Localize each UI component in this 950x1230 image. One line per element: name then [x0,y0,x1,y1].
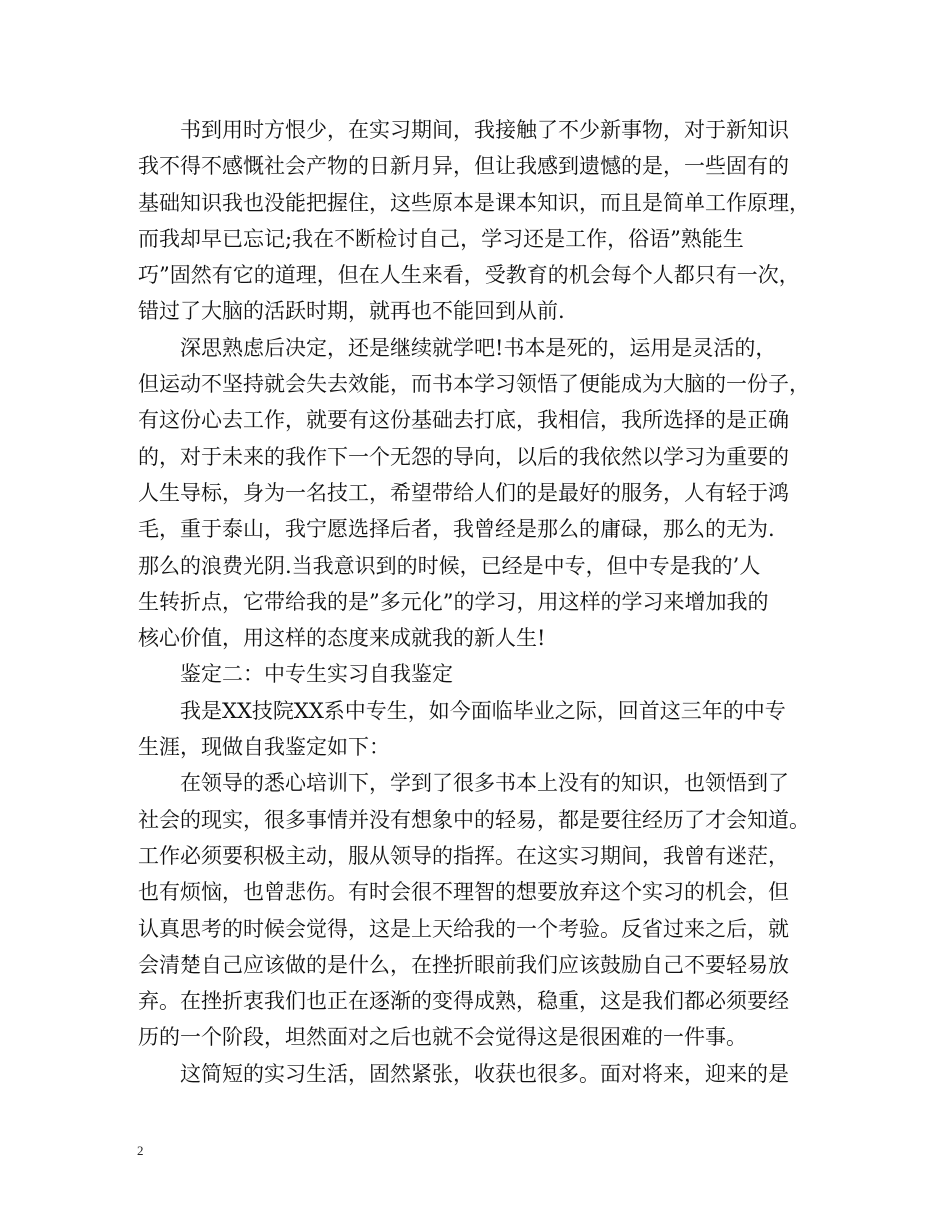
text-line: 会清楚自己应该做的是什么，在挫折眼前我们应该鼓励自己不要轻易放 [138,952,789,977]
text-line: 我不得不感慨社会产物的日新月异，但让我感到遗憾的是，一些固有的 [138,154,789,179]
text-line: 工作必须要积极主动，服从领导的指挥。在这实习期间，我曾有迷茫， [138,843,789,868]
text-line: 历的一个阶段，坦然面对之后也就不会觉得这是很困难的一件事。 [138,1025,747,1050]
text-line: 人生导标，身为一名技工，希望带给人们的是最好的服务，人有轻于鸿 [138,480,789,505]
text-line: 社会的现实，很多事情并没有想象中的轻易，都是要往经历了才会知道。 [138,807,810,832]
text-line: 的，对于未来的我作下一个无怨的导向，以后的我依然以学习为重要的 [138,444,789,469]
text-line: 巧”固然有它的道理，但在人生来看，受教育的机会每个人都只有一次， [138,263,800,288]
text-line: 有这份心去工作，就要有这份基础去打底，我相信，我所选择的是正确 [138,408,789,433]
text-line: 也有烦恼，也曾悲伤。有时会很不理智的想要放弃这个实习的机会，但 [138,880,789,905]
text-line: 而我却早已忘记;我在不断检讨自己，学习还是工作，俗语”熟能生 [138,226,744,251]
text-line: 毛，重于泰山，我宁愿选择后者，我曾经是那么的庸碌，那么的无为. [138,517,775,542]
text-line: 那么的浪费光阴.当我意识到的时候，已经是中专，但中专是我的’人 [138,553,761,578]
text-line: 深思熟虑后决定，还是继续就学吧!书本是死的，运用是灵活的， [180,335,777,360]
text-line: 这简短的实习生活，固然紧张，收获也很多。面对将来，迎来的是 [180,1061,789,1086]
text-line: 认真思考的时候会觉得，这是上天给我的一个考验。反省过来之后，就 [138,916,789,941]
document-body [138,112,830,1092]
text-line: 但运动不坚持就会失去效能，而书本学习领悟了便能成为大脑的一份子， [138,372,810,397]
text-line: 弃。在挫折衷我们也正在逐渐的变得成熟，稳重，这是我们都必须要经 [138,989,789,1014]
page-number: 2 [137,1143,144,1158]
text-line: 核心价值，用这样的态度来成就我的新人生! [138,626,546,651]
text-line: 在领导的悉心培训下，学到了很多书本上没有的知识，也领悟到了 [180,771,789,796]
text-line: 我是XX技院XX系中专生，如今面临毕业之际，回首这三年的中专 [180,698,786,723]
text-line: 基础知识我也没能把握住，这些原本是课本知识，而且是简单工作原理， [138,190,810,215]
text-line: 错过了大脑的活跃时期，就再也不能回到从前. [138,299,565,324]
section-heading: 鉴定二：中专生实习自我鉴定 [180,662,453,687]
text-line: 书到用时方恨少，在实习期间，我接触了不少新事物，对于新知识 [180,118,789,142]
text-line: 生转折点，它带给我的是”多元化”的学习，用这样的学习来增加我的 [138,589,769,614]
text-line: 生涯，现做自我鉴定如下： [138,735,390,760]
